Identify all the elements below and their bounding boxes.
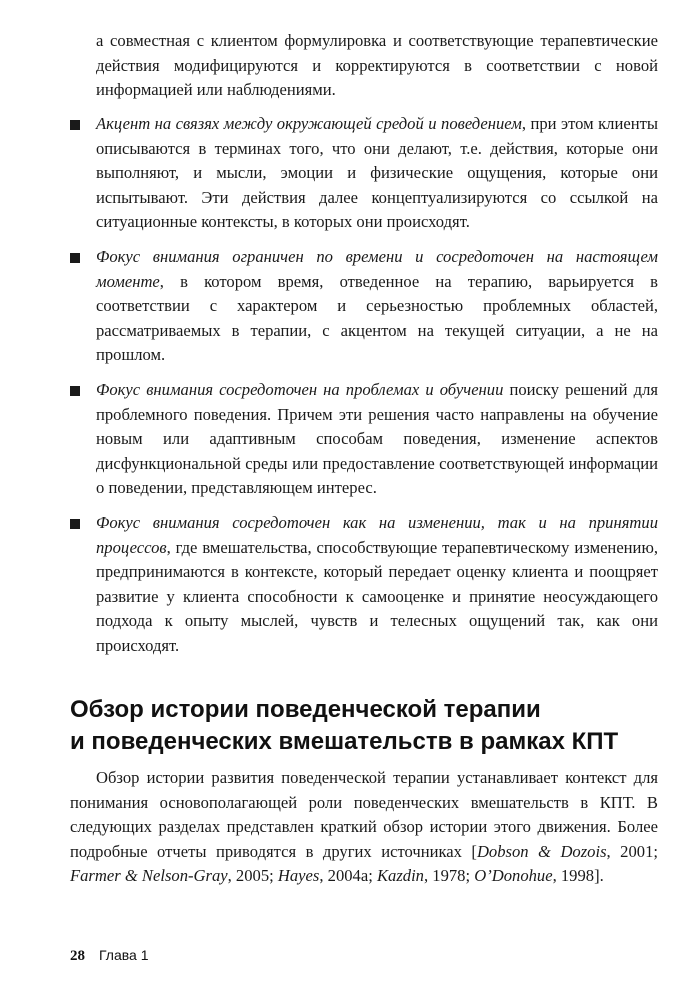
- citation-year: , 2005;: [227, 866, 278, 886]
- continuation-paragraph: а совместная с клиентом формулировка и соответствующие терапевтические действия модифицируются и корректируются в соответствии с новой информацией или наблюдениями.: [96, 31, 658, 100]
- bullet-lead: Фокус внимания ограничен по времени и сосредоточен на настоящем моменте: [96, 246, 658, 291]
- citation-author: O’Donohue: [474, 866, 553, 886]
- square-bullet-icon: [70, 519, 80, 529]
- bullet-list: [96, 112, 658, 668]
- bullet-lead: Акцент на связях между окружающей средой и поведением: [96, 114, 522, 133]
- list-item: [96, 511, 658, 659]
- square-bullet-icon: [70, 253, 80, 263]
- citation-year: , 2004a;: [319, 866, 377, 886]
- bullet-text: , в котором время, отведенное на терапию, варьируется в соответствии с характером и серьезностью проблемных областей, рассматриваемых в терапии, с акцентом на текущей ситуации, а не на прошлом.: [96, 271, 658, 365]
- bullet-text: , при этом клиенты описываются в терминах того, что они делают, т.е. действия, которые они выполняют, и мысли, эмоции и физические ощущения, которые они испытывают. Эти действия далее концептуализируются со ссылкой на ситуационные контексты, в которых они происходят.: [96, 114, 658, 232]
- citation-year: , 1998: [552, 866, 595, 886]
- intro-text: Обзор истории развития поведенческой терапии устанавливает контекст для понимания основополагающей роли поведенческих вмешательств в КПТ. В следующих разделах представлен краткий обзор истории этого движения. Более подробные отчеты приводятся в других источниках [: [70, 768, 658, 861]
- bullet-lead: Фокус внимания сосредоточен на проблемах и обучении: [96, 379, 504, 399]
- intro-end: ].: [594, 866, 604, 886]
- citation-author: Dobson & Dozois: [476, 841, 607, 861]
- citation-author: Farmer & Nelson-Gray: [70, 866, 228, 886]
- section-heading-line2: и поведенческих вмешательств в рамках КПТ: [70, 728, 619, 755]
- page-number: 28: [70, 948, 85, 964]
- page-footer: [70, 945, 149, 966]
- square-bullet-icon: [70, 386, 80, 396]
- chapter-label: Глава 1: [99, 947, 149, 963]
- list-item: [96, 112, 658, 235]
- bullet-text: поиску решений для проблемного поведения. Причем эти решения часто направлены на обучение новым или адаптивным способам поведения, изменение аспектов дисфункциональной среды или предоставление соответствующей информации о поведении, представляющем интерес.: [96, 379, 658, 498]
- citation-author: Hayes: [277, 866, 320, 886]
- intro-paragraph: [70, 766, 658, 889]
- citation-year: , 1978;: [423, 866, 475, 886]
- bullet-lead: Фокус внимания сосредоточен как на изменении, так и на принятии процессов: [96, 512, 658, 557]
- citation-year: , 2001;: [606, 841, 658, 861]
- list-item: [96, 245, 658, 368]
- section-heading: [70, 694, 670, 758]
- list-item: [96, 378, 658, 501]
- bullet-text: , где вмешательства, способствующие терапевтическому изменению, предпринимаются в контексте, который передает оценку клиента и поощряет развитие у клиента способности к самооценке и принятие неосуждающего подхода к опыту мыслей, чувств и телесных ощущений так, как они происходят.: [96, 537, 658, 655]
- citation-author: Kazdin: [376, 866, 424, 886]
- section-heading-line1: Обзор истории поведенческой терапии: [70, 696, 541, 723]
- square-bullet-icon: [70, 120, 80, 130]
